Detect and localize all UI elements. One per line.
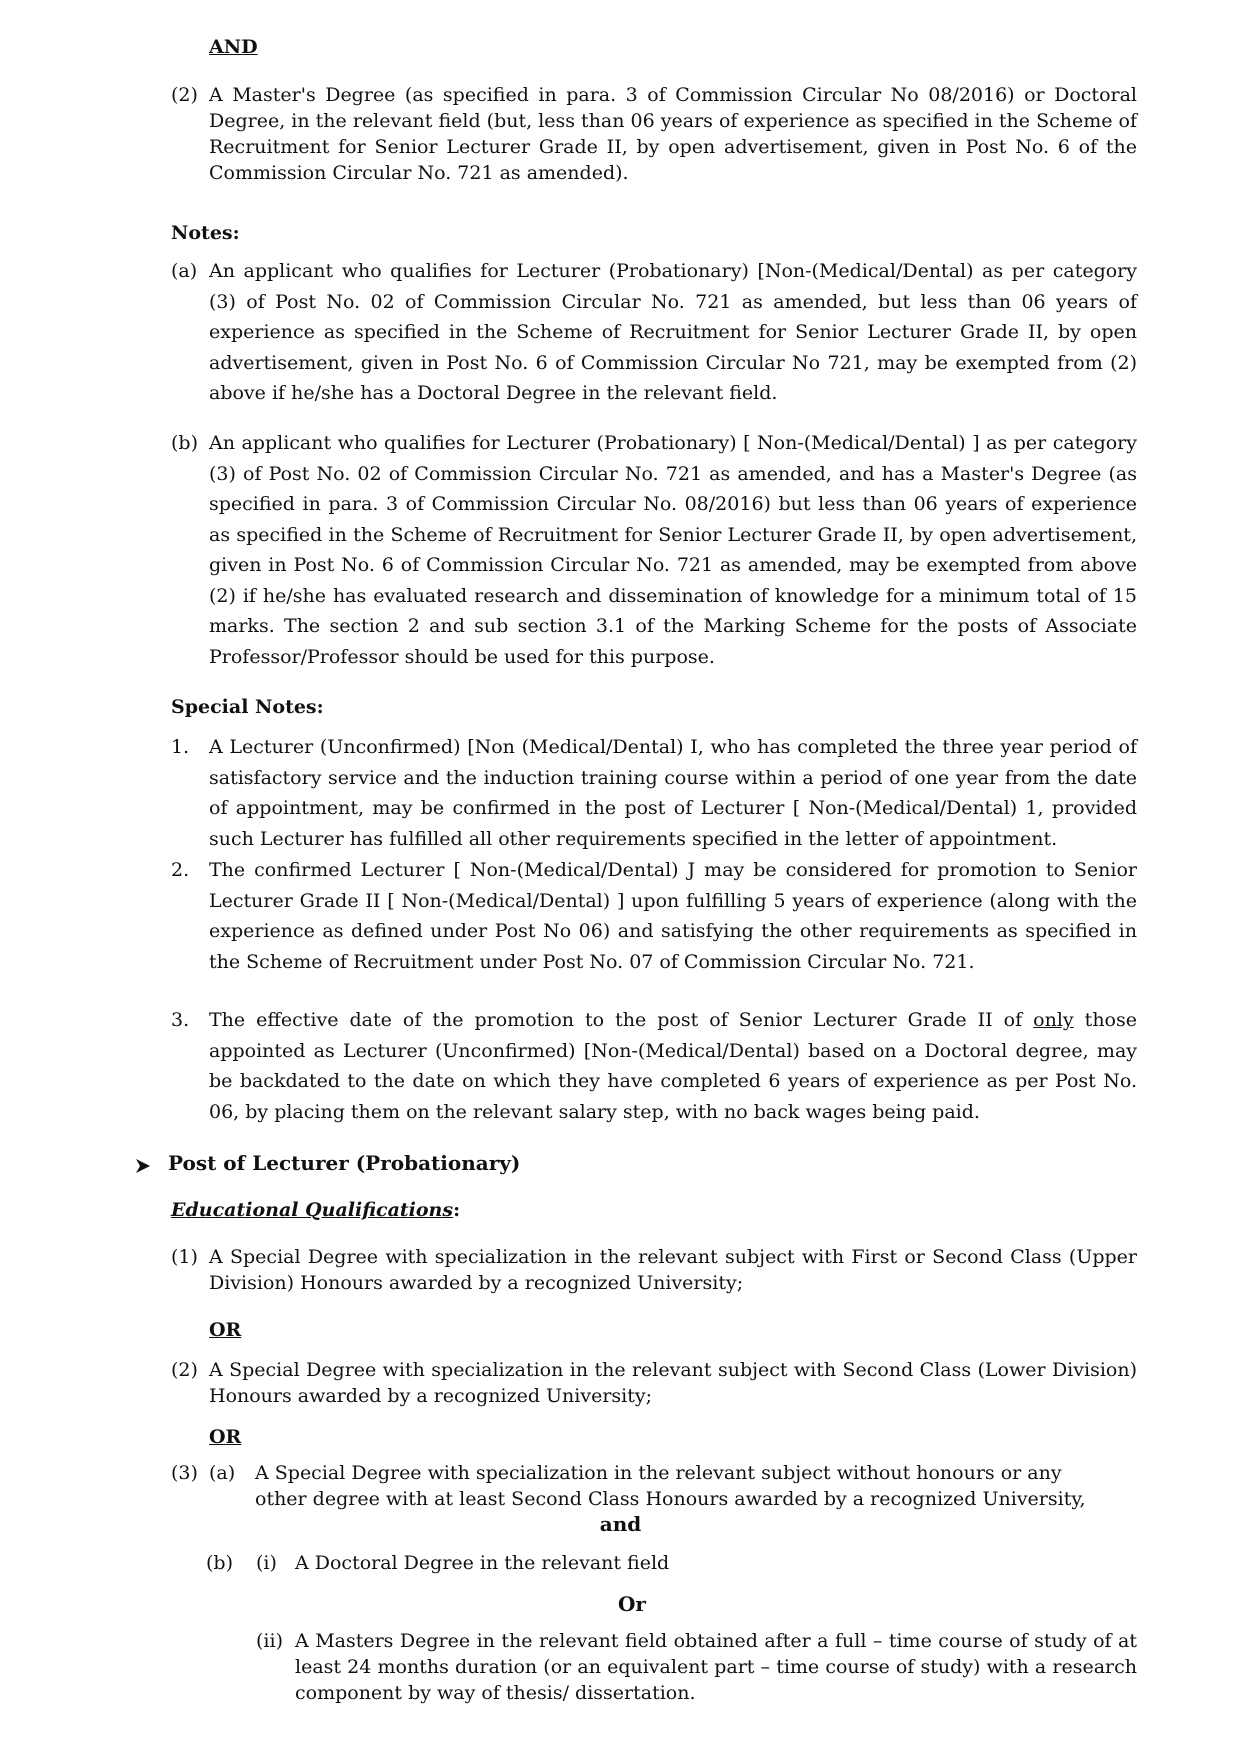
item-text: A Master's Degree (as specified in para. 3 of Commission Circular No 08/2016) or Doctoral Degree, in the relevant field (but, less than 06 years of experience as specified in the Scheme of Recruitment for Senior Lecturer Grade II, by open advertisement, given in Post No. 6 of the Commission Circular No. 721 as amended). — [209, 84, 1137, 184]
special-note-1 — [171, 732, 1137, 854]
special-note-3 — [171, 1005, 1137, 1127]
and-connector: and — [599, 1512, 642, 1536]
edu-item-3b-ii-number: (ii) — [256, 1630, 283, 1652]
note-text: An applicant who qualifies for Lecturer (Probationary) [ Non-(Medical/Dental) ] as per category (3) of Post No. 02 of Commission Circular No. 721 as amended, and has a Master's Degree (as specified in para. 3 of Commission Circular No. 08/2016) but less than 06 years of experience as specified in the Scheme of Recruitment for Senior Lecturer Grade II, by open advertisement, given in Post No. 6 of Commission Circular No. 721 as amended, may be exempted from above (2) if he/she has evaluated research and dissemination of knowledge for a minimum total of 15 marks. The section 2 and sub section 3.1 of the Marking Scheme for the posts of Associate Professor/Professor should be used for this purpose. — [209, 432, 1137, 668]
note-a — [171, 256, 1137, 409]
list-text: A Lecturer (Unconfirmed) [Non (Medical/Dental) I, who has completed the three year period of satisfactory service and the induction training course within a period of one year from the date of appointment, may be confirmed in the post of Lecturer [ Non-(Medical/Dental) 1, provided such Lecturer has fulfilled all other requirements specified in the letter of appointment. — [209, 736, 1137, 850]
edu-item-3b-i-text: A Doctoral Degree in the relevant field — [295, 1552, 670, 1574]
and-connector: AND — [209, 36, 258, 58]
note-b — [171, 428, 1137, 672]
edu-item-2 — [171, 1357, 1137, 1409]
or-connector: OR — [209, 1426, 242, 1448]
item-number: (2) — [171, 1359, 198, 1381]
list-text: The confirmed Lecturer [ Non-(Medical/Dental) J may be considered for promotion to Senior Lecturer Grade II [ Non-(Medical/Dental) ] upon fulfilling 5 years of experience (along with the experience as defined under Post No 06) and satisfying the other requirements as specified in the Scheme of Recruitment under Post No. 07 of Commission Circular No. 721. — [209, 859, 1137, 973]
edu-item-3-number: (3) — [171, 1462, 198, 1484]
post-heading: Post of Lecturer (Probationary) — [168, 1151, 521, 1175]
or-connector: Or — [618, 1592, 646, 1616]
item-text: A Special Degree with specialization in the relevant subject with Second Class (Lower Division) Honours awarded by a recognized University; — [209, 1359, 1137, 1407]
item-number: (1) — [171, 1246, 198, 1268]
note-letter: (a) — [171, 260, 198, 282]
list-number: 2. — [171, 859, 190, 881]
edu-item-3b-letter: (b) — [206, 1552, 233, 1574]
emphasis-only: only — [1033, 1009, 1074, 1031]
notes-heading: Notes: — [171, 222, 240, 244]
edu-item-1 — [171, 1244, 1137, 1296]
item-number: (2) — [171, 84, 198, 106]
edu-item-3a-text: A Special Degree with specialization in the relevant subject without honours or any other degree with at least Second Class Honours awarded by a recognized University, — [255, 1462, 1086, 1510]
arrow-bullet-icon — [134, 1151, 152, 1177]
edu-heading: Educational Qualifications: — [171, 1199, 461, 1221]
special-note-2 — [171, 855, 1137, 977]
note-text: An applicant who qualifies for Lecturer (Probationary) [Non-(Medical/Dental) as per category (3) of Post No. 02 of Commission Circular No. 721 as amended, but less than 06 years of experience as specified in the Scheme of Recruitment for Senior Lecturer Grade II, by open advertisement, given in Post No. 6 of Commission Circular No 721, may be exempted from (2) above if he/she has a Doctoral Degree in the relevant field. — [209, 260, 1137, 404]
edu-item-3b-i-number: (i) — [256, 1552, 277, 1574]
note-letter: (b) — [171, 432, 198, 454]
item-text: A Special Degree with specialization in the relevant subject with First or Second Class (Upper Division) Honours awarded by a recognized University; — [209, 1246, 1137, 1294]
or-connector: OR — [209, 1319, 242, 1341]
list-number: 1. — [171, 736, 190, 758]
list-number: 3. — [171, 1009, 190, 1031]
list-text: The effective date of the promotion to the post of Senior Lecturer Grade II of only those appointed as Lecturer (Unconfirmed) [Non-(Medical/Dental) based on a Doctoral degree, may be backdated to the date on which they have completed 6 years of experience as per Post No. 06, by placing them on the relevant salary step, with no back wages being paid. — [209, 1009, 1137, 1123]
qualification-item-2 — [171, 82, 1137, 186]
edu-item-3b-ii-text: A Masters Degree in the relevant field obtained after a full – time course of study of at least 24 months duration (or an equivalent part – time course of study) with a research component by way of thesis/ dissertation. — [295, 1630, 1137, 1704]
edu-item-3a-letter: (a) — [209, 1462, 236, 1484]
special-notes-heading: Special Notes: — [171, 696, 324, 718]
